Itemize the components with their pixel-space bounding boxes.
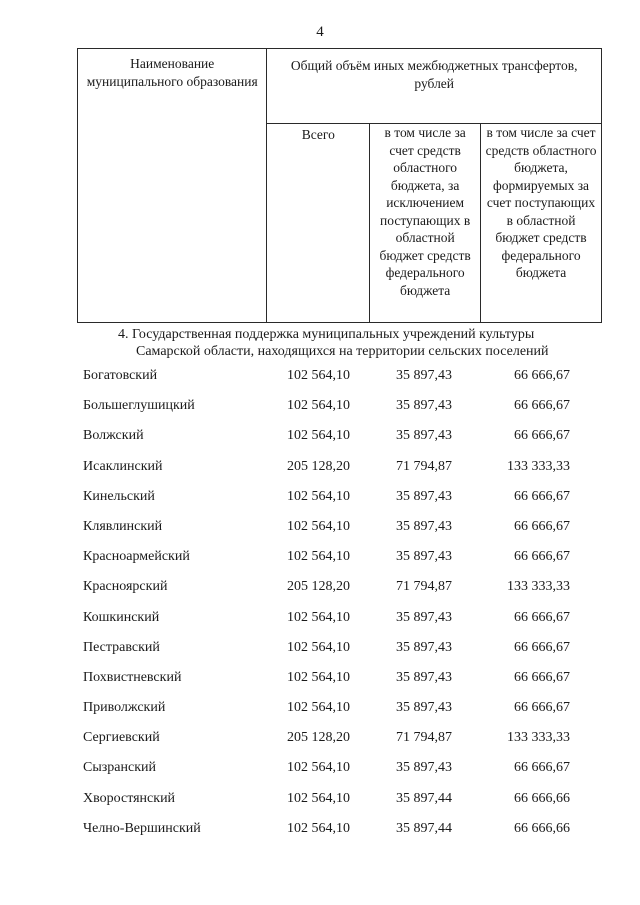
table-row <box>0 815 640 845</box>
table-row <box>0 392 640 422</box>
total-amount: 102 564,10 <box>287 760 350 776</box>
municipality-name: Клявлинский <box>83 518 163 534</box>
municipality-name: Исаклинский <box>83 458 163 474</box>
data-rows <box>0 362 640 845</box>
federal-funds-amount: 66 666,67 <box>514 488 570 504</box>
total-amount: 102 564,10 <box>287 549 350 565</box>
federal-funds-amount: 66 666,67 <box>514 518 570 534</box>
regional-budget-amount: 35 897,43 <box>396 700 452 716</box>
table-row <box>0 785 640 815</box>
table-row <box>0 724 640 754</box>
municipality-name: Сергиевский <box>83 730 160 746</box>
municipality-name: Похвистневский <box>83 669 182 685</box>
municipality-name: Красноармейский <box>83 549 190 565</box>
regional-budget-amount: 35 897,43 <box>396 669 452 685</box>
municipality-name: Приволжский <box>83 700 166 716</box>
federal-funds-amount: 66 666,67 <box>514 760 570 776</box>
federal-funds-amount: 66 666,67 <box>514 549 570 565</box>
municipality-name: Сызранский <box>83 760 156 776</box>
table-row <box>0 573 640 603</box>
federal-funds-amount: 66 666,67 <box>514 368 570 383</box>
header-table <box>77 48 602 323</box>
total-amount: 205 128,20 <box>287 579 350 595</box>
federal-funds-amount: 66 666,67 <box>514 398 570 414</box>
total-amount: 102 564,10 <box>287 639 350 655</box>
regional-budget-amount: 71 794,87 <box>396 579 452 595</box>
federal-funds-amount: 66 666,67 <box>514 428 570 444</box>
table-row <box>0 453 640 483</box>
total-amount: 102 564,10 <box>287 820 350 836</box>
table-row <box>0 483 640 513</box>
regional-budget-amount: 35 897,43 <box>396 609 452 625</box>
total-amount: 102 564,10 <box>287 398 350 414</box>
federal-funds-amount: 66 666,67 <box>514 639 570 655</box>
federal-funds-amount: 66 666,67 <box>514 609 570 625</box>
regional-budget-amount: 35 897,44 <box>396 820 452 836</box>
regional-budget-amount: 35 897,43 <box>396 518 452 534</box>
total-amount: 102 564,10 <box>287 790 350 806</box>
header-total-all: Всего <box>267 124 370 323</box>
regional-budget-amount: 71 794,87 <box>396 730 452 746</box>
total-amount: 102 564,10 <box>287 669 350 685</box>
federal-funds-amount: 133 333,33 <box>507 579 570 595</box>
regional-budget-amount: 35 897,44 <box>396 790 452 806</box>
total-amount: 205 128,20 <box>287 730 350 746</box>
regional-budget-amount: 35 897,43 <box>396 639 452 655</box>
header-regional-budget: в том числе за счет средств областного бюджета, за исключением поступающих в областной бюджет средств федерального бюджета <box>370 124 481 323</box>
header-municipality-name: Наименование муниципального образования <box>78 49 267 323</box>
total-amount: 102 564,10 <box>287 700 350 716</box>
total-amount: 102 564,10 <box>287 428 350 444</box>
section-heading-line-1: 4. Государственная поддержка муниципальных учреждений культуры <box>118 327 535 342</box>
regional-budget-amount: 35 897,43 <box>396 549 452 565</box>
regional-budget-amount: 35 897,43 <box>396 488 452 504</box>
regional-budget-amount: 35 897,43 <box>396 368 452 383</box>
regional-budget-amount: 35 897,43 <box>396 428 452 444</box>
regional-budget-amount: 71 794,87 <box>396 458 452 474</box>
section-heading-line-2: Самарской области, находящихся на территории сельских поселений <box>136 344 549 359</box>
table-row <box>0 543 640 573</box>
federal-funds-amount: 66 666,67 <box>514 700 570 716</box>
table-row <box>0 604 640 634</box>
table-row <box>0 362 640 392</box>
total-amount: 205 128,20 <box>287 458 350 474</box>
federal-funds-amount: 133 333,33 <box>507 730 570 746</box>
municipality-name: Челно-Вершинский <box>83 820 201 836</box>
municipality-name: Большеглушицкий <box>83 398 195 414</box>
header-federal-funds: в том числе за счет средств областного бюджета, формируемых за счет поступающих в областной бюджет средств федерального бюджета <box>481 124 602 323</box>
regional-budget-amount: 35 897,43 <box>396 398 452 414</box>
table-row <box>0 513 640 543</box>
federal-funds-amount: 66 666,67 <box>514 669 570 685</box>
municipality-name: Волжский <box>83 428 144 444</box>
table-row <box>0 634 640 664</box>
total-amount: 102 564,10 <box>287 609 350 625</box>
total-amount: 102 564,10 <box>287 368 350 383</box>
total-amount: 102 564,10 <box>287 518 350 534</box>
federal-funds-amount: 133 333,33 <box>507 458 570 474</box>
header-total-transfers: Общий объём иных межбюджетных трансфертов, рублей <box>267 49 602 124</box>
table-row <box>0 664 640 694</box>
municipality-name: Пестравский <box>83 639 160 655</box>
section-heading <box>118 326 618 360</box>
total-amount: 102 564,10 <box>287 488 350 504</box>
federal-funds-amount: 66 666,66 <box>514 820 570 836</box>
page-number: 4 <box>316 24 324 40</box>
municipality-name: Богатовский <box>83 368 158 383</box>
municipality-name: Хворостянский <box>83 790 176 806</box>
table-row <box>0 694 640 724</box>
table-row <box>0 422 640 452</box>
federal-funds-amount: 66 666,66 <box>514 790 570 806</box>
table-row <box>0 754 640 784</box>
municipality-name: Кинельский <box>83 488 155 504</box>
municipality-name: Красноярский <box>83 579 168 595</box>
regional-budget-amount: 35 897,43 <box>396 760 452 776</box>
municipality-name: Кошкинский <box>83 609 160 625</box>
